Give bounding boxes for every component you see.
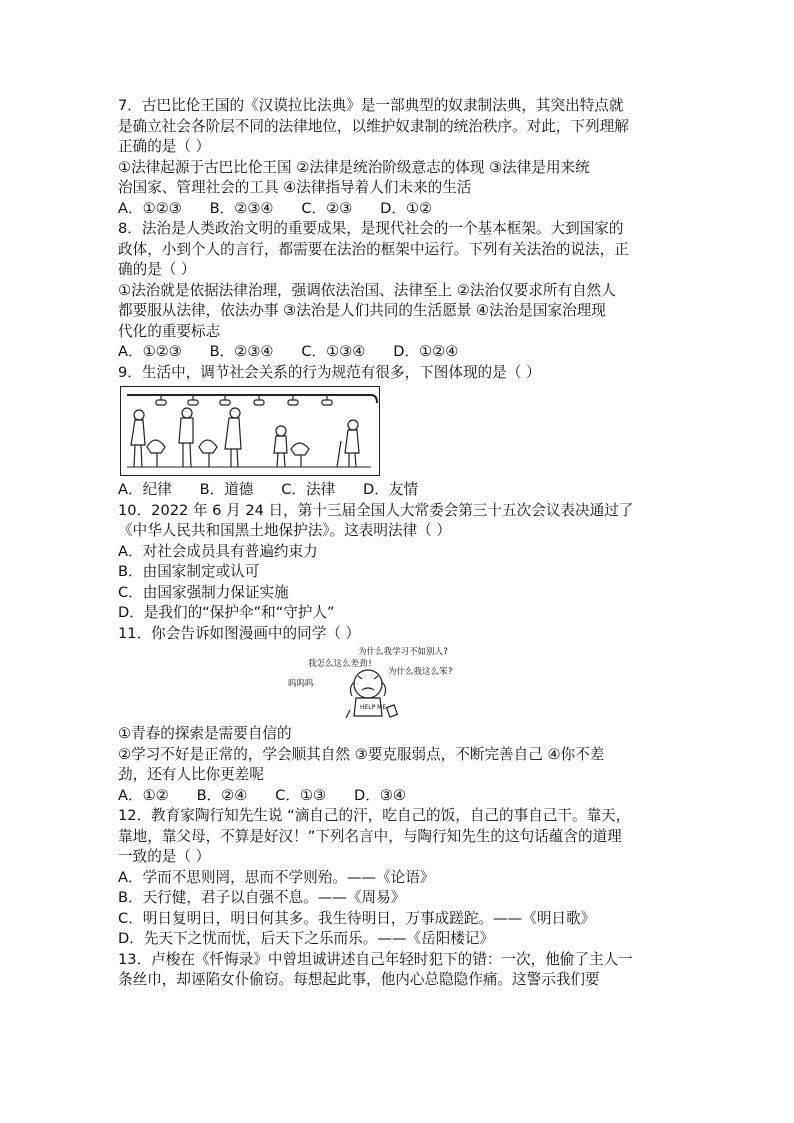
question-8-line: 8．法治是人类政治文明的重要成果，是现代社会的一个基本框架。大到国家的 xyxy=(118,220,624,237)
question-11 xyxy=(118,624,680,807)
question-10 xyxy=(118,501,680,624)
question-8-line: ①法治就是依据法律治理，强调依法治国、法律至上 ②法治仅要求所有自然人 xyxy=(118,281,616,299)
question-8-line: 政体，小到个人的言行，都需要在法治的框架中运行。下列有关法治的说法，正 xyxy=(118,240,629,258)
question-8 xyxy=(118,219,680,363)
cartoon-text-2: 我怎么这么差劲! xyxy=(308,659,373,669)
question-10-option: A．对社会成员具有普遍约束力 xyxy=(118,542,318,560)
question-9 xyxy=(118,363,680,501)
question-8-options: A．①②③ B．②③④ C．①③④ D．①②④ xyxy=(118,343,459,360)
question-9-options: A．纪律 B．道德 C．法律 D．友情 xyxy=(118,481,419,498)
question-7-line: 7．古巴比伦王国的《汉谟拉比法典》是一部典型的奴隶制法典，其突出特点就 xyxy=(118,97,624,114)
question-7 xyxy=(118,96,680,219)
question-7-line: 治国家、管理社会的工具 ④法律指导着人们未来的生活 xyxy=(118,179,472,196)
question-12-option: A．学而不思则罔，思而不学则殆。——《论语》 xyxy=(118,868,435,886)
question-13-line: 条丝巾，却诬陷女仆偷窃。每想起此事，他内心总隐隐作痛。这警示我们要 xyxy=(118,971,600,988)
cartoon-text-3: 为什么我这么笨? xyxy=(388,667,453,677)
question-12-line: 靠地，靠父母，不算是好汉！”下列名言中，与陶行知先生的这句话蕴含的道理 xyxy=(118,827,622,845)
question-10-option: C．由国家强制力保证实施 xyxy=(118,583,289,601)
question-12-line: 一致的是（ ） xyxy=(118,848,211,865)
question-7-line: 正确的是（ ） xyxy=(118,138,211,155)
question-11-line: 劲，还有人比你更差呢 xyxy=(118,766,264,783)
question-7-line: 是确立社会各阶层不同的法律地位，以维护奴隶制的统治秩序。对此，下列理解 xyxy=(118,117,629,135)
question-10-line: 10．2022 年 6 月 24 日，第十三届全国人大常委会第三十五次会议表决通过了 xyxy=(118,501,634,519)
exam-page xyxy=(118,96,680,991)
question-12-option: D．先天下之忧而忧，后天下之乐而乐。——《岳阳楼记》 xyxy=(118,930,495,947)
question-11-options: A．①② B．②④ C．①③ D．③④ xyxy=(118,786,406,804)
question-8-line: 代化的重要标志 xyxy=(118,322,221,340)
cartoon-text-4: 呜呜呜 xyxy=(288,679,314,689)
question-8-line: 确的是（ ） xyxy=(118,261,196,278)
question-7-options: A．①②③ B．②③④ C．②③ D．①② xyxy=(118,199,433,217)
question-12-option: B．天行健，君子以自强不息。——《周易》 xyxy=(118,889,406,906)
question-9-stem: 9．生活中，调节社会关系的行为规范有很多，下图体现的是（ ） xyxy=(118,363,541,381)
question-11-line: ①青春的探索是需要自信的 xyxy=(118,725,292,742)
question-12 xyxy=(118,806,680,950)
question-10-line: 《中华人民共和国黑土地保护法》。这表明法律（ ） xyxy=(118,522,451,539)
question-11-stem: 11．你会告诉如图漫画中的同学（ ） xyxy=(118,624,361,642)
question-12-option: C．明日复明日，明日何其多。我生待明日，万事成蹉跎。——《明日歌》 xyxy=(118,909,596,927)
question-10-option: B．由国家制定或认可 xyxy=(118,563,260,580)
question-10-option: D．是我们的“保护伞”和“守护人” xyxy=(118,604,335,621)
question-12-line: 12．教育家陶行知先生说 “滴自己的汗，吃自己的饭，自己的事自己干。靠天， xyxy=(118,807,631,824)
question-8-line: 都要服从法律，依法办事 ③法治是人们共同的生活愿景 ④法治是国家治理现 xyxy=(118,302,606,319)
crying-student-cartoon xyxy=(288,646,488,722)
question-11-line: ②学习不好是正常的，学会顺其自然 ③要克服弱点，不断完善自己 ④你不差 xyxy=(118,745,605,763)
cartoon-drawing xyxy=(288,646,488,722)
question-13 xyxy=(118,950,680,991)
cartoon-text-1: 为什么我学习不如别人? xyxy=(358,647,449,657)
question-13-line: 13．卢梭在《忏悔录》中曾坦诚讲述自己年轻时犯下的错：一次，他偷了主人一 xyxy=(118,950,633,968)
cartoon-shirt-text: HELP ME xyxy=(360,704,387,711)
bus-seat-illustration xyxy=(120,386,380,476)
question-7-line: ①法律起源于古巴比伦王国 ②法律是统治阶级意志的体现 ③法律是用来统 xyxy=(118,158,590,176)
bus-scene-drawing xyxy=(121,387,379,475)
